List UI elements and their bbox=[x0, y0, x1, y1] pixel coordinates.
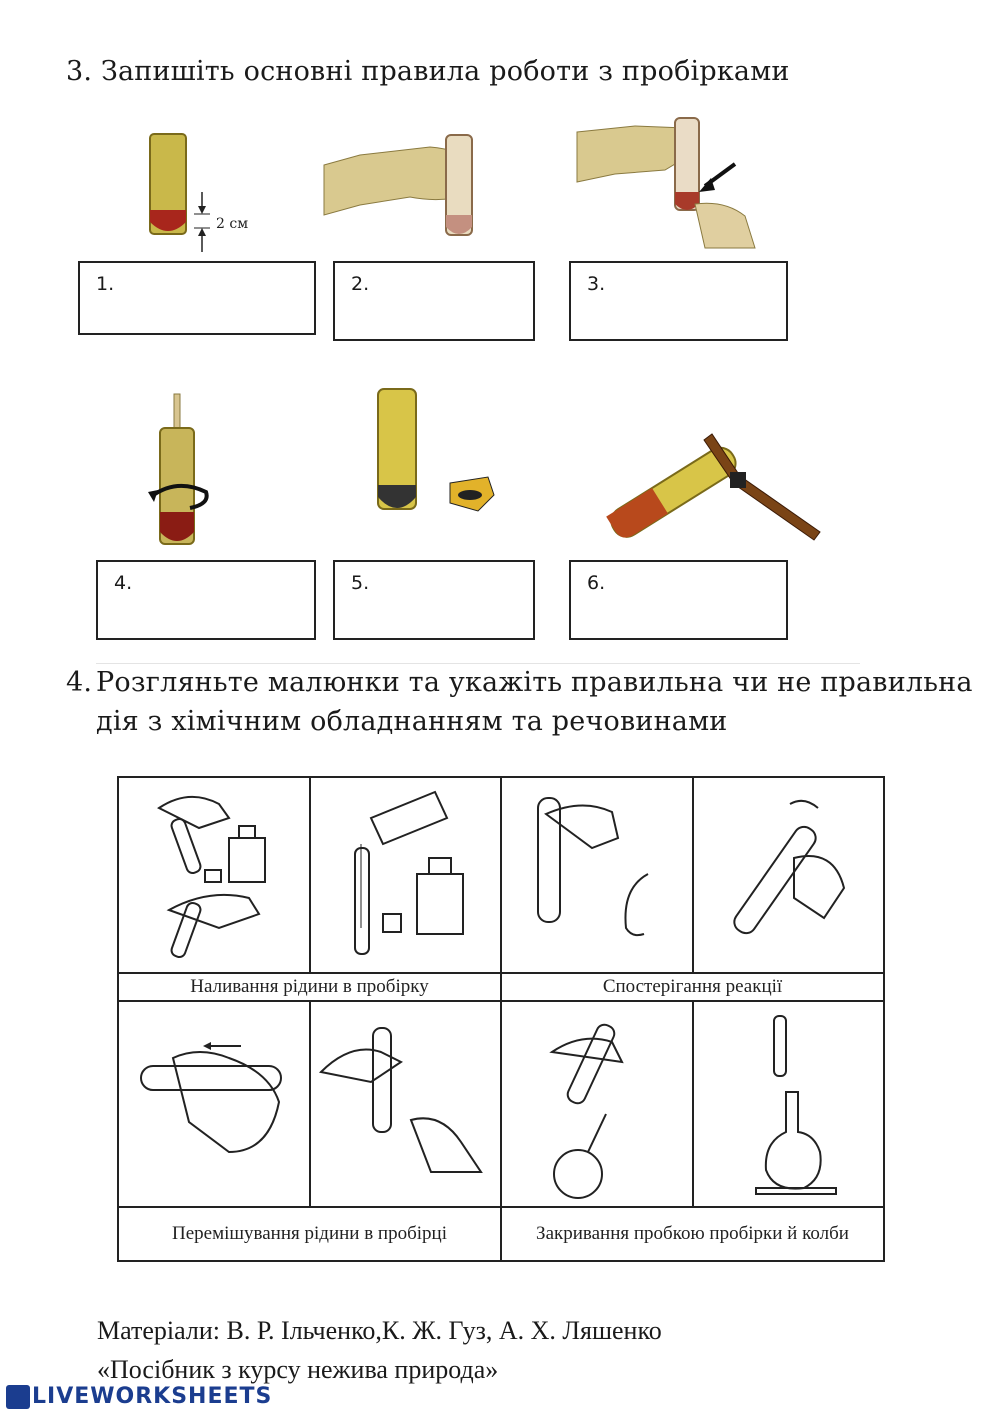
figure-cell-pour-b bbox=[310, 777, 502, 973]
answer-input-2[interactable] bbox=[379, 271, 525, 331]
equipment-figures-table bbox=[117, 776, 885, 1262]
answer-input-1[interactable] bbox=[124, 271, 306, 325]
caption-pouring: Наливання рідини в пробірку bbox=[118, 973, 501, 1001]
box-number: 6. bbox=[587, 572, 606, 594]
answer-input-5[interactable] bbox=[379, 570, 525, 630]
logo-icon bbox=[6, 1385, 30, 1409]
materials-line-2: «Посібник з курсу нежива природа» bbox=[97, 1355, 499, 1384]
caption-observing: Спостерігання реакції bbox=[501, 973, 884, 1001]
heating-test-tube-figure bbox=[350, 385, 510, 525]
answer-box-2[interactable] bbox=[333, 261, 535, 341]
answer-box-5[interactable] bbox=[333, 560, 535, 640]
figure-cell-observe-a bbox=[501, 777, 693, 973]
closing-flask-figure bbox=[694, 1002, 884, 1202]
answer-box-4[interactable] bbox=[96, 560, 316, 640]
answer-input-6[interactable] bbox=[615, 570, 778, 630]
pouring-pipette-figure bbox=[119, 778, 309, 968]
box-number: 2. bbox=[351, 273, 370, 295]
mixing-shake-figure bbox=[119, 1002, 309, 1202]
figure-cell-mix-b bbox=[310, 1001, 502, 1207]
pouring-bottle-figure bbox=[311, 778, 501, 968]
answer-input-4[interactable] bbox=[142, 570, 306, 630]
box-number: 3. bbox=[587, 273, 606, 295]
figure-cell-observe-b bbox=[693, 777, 885, 973]
smelling-tube-figure bbox=[694, 778, 884, 968]
task4-line1: Розгляньте малюнки та укажіть правильна чи не правильна bbox=[96, 667, 973, 698]
mixing-tap-figure bbox=[311, 1002, 501, 1202]
liveworksheets-logo[interactable] bbox=[6, 1384, 272, 1409]
task4-number: 4. bbox=[66, 667, 93, 698]
box-number: 1. bbox=[96, 273, 115, 295]
observing-tube-figure bbox=[502, 778, 692, 968]
materials-line-1: Матеріали: В. Р. Ільченко,К. Ж. Гуз, А. Х. Ляшенко bbox=[97, 1316, 662, 1345]
answer-box-6[interactable] bbox=[569, 560, 788, 640]
answer-box-3[interactable] bbox=[569, 261, 788, 341]
tapping-test-tube-figure bbox=[575, 112, 770, 252]
test-tube-fill-level-figure bbox=[110, 128, 280, 258]
task3-title: 3. Запишіть основні правила роботи з пробірками bbox=[66, 56, 790, 87]
brand-name: LIVEWORKSHEETS bbox=[32, 1384, 273, 1409]
box-number: 5. bbox=[351, 572, 370, 594]
figure-cell-close-b bbox=[693, 1001, 885, 1207]
caption-closing: Закривання пробкою пробірки й колби bbox=[501, 1207, 884, 1261]
answer-box-1[interactable] bbox=[78, 261, 316, 335]
task4-line2: дія з хімічним обладнанням та речовинами bbox=[96, 706, 728, 737]
closing-tube-figure bbox=[502, 1002, 692, 1202]
figure-cell-mix-a bbox=[118, 1001, 310, 1207]
box-number: 4. bbox=[114, 572, 133, 594]
figure-label-2cm: 2 см bbox=[216, 216, 249, 232]
stirring-test-tube-figure bbox=[140, 392, 220, 552]
test-tube-in-holder-figure bbox=[600, 418, 825, 553]
caption-mixing: Перемішування рідини в пробірці bbox=[118, 1207, 501, 1261]
figure-cell-pour-a bbox=[118, 777, 310, 973]
answer-input-3[interactable] bbox=[615, 271, 778, 331]
hand-holding-test-tube-figure bbox=[320, 125, 500, 250]
section-divider bbox=[96, 663, 860, 664]
figure-cell-close-a bbox=[501, 1001, 693, 1207]
